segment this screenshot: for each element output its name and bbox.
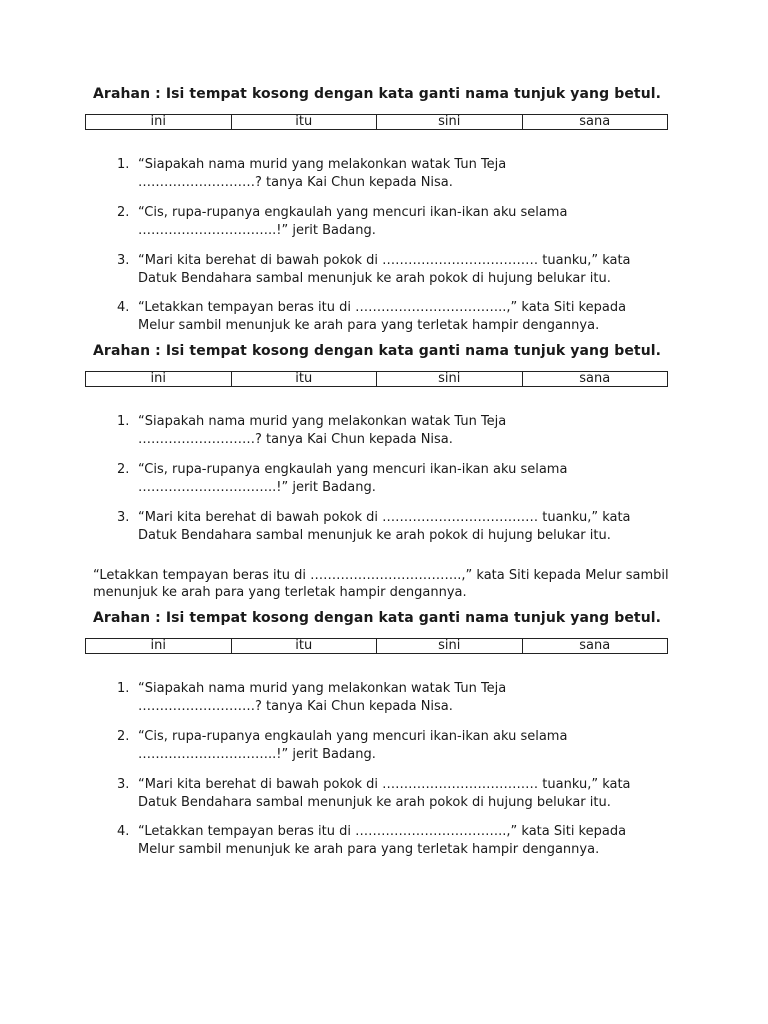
word-bank-cell: itu: [231, 372, 377, 386]
instruction-heading: Arahan : Isi tempat kosong dengan kata ganti nama tunjuk yang betul.: [93, 610, 662, 626]
question-text: “Mari kita berehat di bawah pokok di ……………………………… tuanku,” kata Datuk Bendahara sambal menunjuk ke arah pokok di hujung belukar itu.: [138, 510, 631, 543]
question-number: 1.: [117, 414, 130, 429]
question-text: “Letakkan tempayan beras itu di ……………………………..,” kata Siti kepada Melur sambil menunjuk ke arah para yang terletak hampir dengannya.: [138, 300, 627, 333]
word-bank-cell: sini: [376, 639, 522, 653]
question-number: 2.: [117, 205, 130, 220]
question-number: 4.: [117, 824, 130, 839]
question-number: 3.: [117, 510, 130, 525]
loose-paragraph: “Letakkan tempayan beras itu di ……………………………..,” kata Siti kepada Melur sambil menunjuk ke arah para yang terletak hampir dengannya.: [93, 568, 669, 600]
question-text: “Letakkan tempayan beras itu di ……………………………..,” kata Siti kepada Melur sambil menunjuk ke arah para yang terletak hampir dengannya.: [138, 824, 627, 857]
question-text: “Mari kita berehat di bawah pokok di ……………………………… tuanku,” kata Datuk Bendahara sambal menunjuk ke arah pokok di hujung belukar itu.: [138, 253, 631, 286]
word-bank-cell: sini: [376, 115, 522, 129]
question-number: 1.: [117, 681, 130, 696]
question-number: 3.: [117, 777, 130, 792]
question-text: “Siapakah nama murid yang melakonkan watak Tun Teja ………………………? tanya Kai Chun kepada Nisa.: [138, 157, 507, 190]
instruction-heading: Arahan : Isi tempat kosong dengan kata ganti nama tunjuk yang betul.: [93, 86, 662, 102]
word-bank-cell: itu: [231, 639, 377, 653]
word-bank-cell: ini: [150, 114, 166, 129]
question-number: 2.: [117, 729, 130, 744]
question-text: “Cis, rupa-rupanya engkaulah yang mencuri ikan-ikan aku selama …………………………..!” jerit Badang.: [138, 462, 568, 495]
question-text: “Siapakah nama murid yang melakonkan watak Tun Teja ………………………? tanya Kai Chun kepada Nisa.: [138, 681, 507, 714]
question-number: 3.: [117, 253, 130, 268]
question-text: “Cis, rupa-rupanya engkaulah yang mencuri ikan-ikan aku selama …………………………..!” jerit Badang.: [138, 205, 568, 238]
word-bank-cell: sana: [522, 372, 668, 386]
word-bank-cell: ini: [150, 638, 166, 653]
question-number: 2.: [117, 462, 130, 477]
word-bank-cell: sini: [376, 372, 522, 386]
word-bank-cell: sana: [522, 639, 668, 653]
question-text: “Mari kita berehat di bawah pokok di ……………………………… tuanku,” kata Datuk Bendahara sambal menunjuk ke arah pokok di hujung belukar itu.: [138, 777, 631, 810]
question-text: “Siapakah nama murid yang melakonkan watak Tun Teja ………………………? tanya Kai Chun kepada Nisa.: [138, 414, 507, 447]
word-bank-cell: itu: [231, 115, 377, 129]
question-number: 4.: [117, 300, 130, 315]
word-bank-table: [85, 638, 668, 654]
word-bank-table: [85, 114, 668, 130]
question-text: “Cis, rupa-rupanya engkaulah yang mencuri ikan-ikan aku selama …………………………..!” jerit Badang.: [138, 729, 568, 762]
question-number: 1.: [117, 157, 130, 172]
word-bank-cell: sana: [522, 115, 668, 129]
word-bank-cell: ini: [150, 371, 166, 386]
instruction-heading: Arahan : Isi tempat kosong dengan kata ganti nama tunjuk yang betul.: [93, 343, 662, 359]
word-bank-table: [85, 371, 668, 387]
